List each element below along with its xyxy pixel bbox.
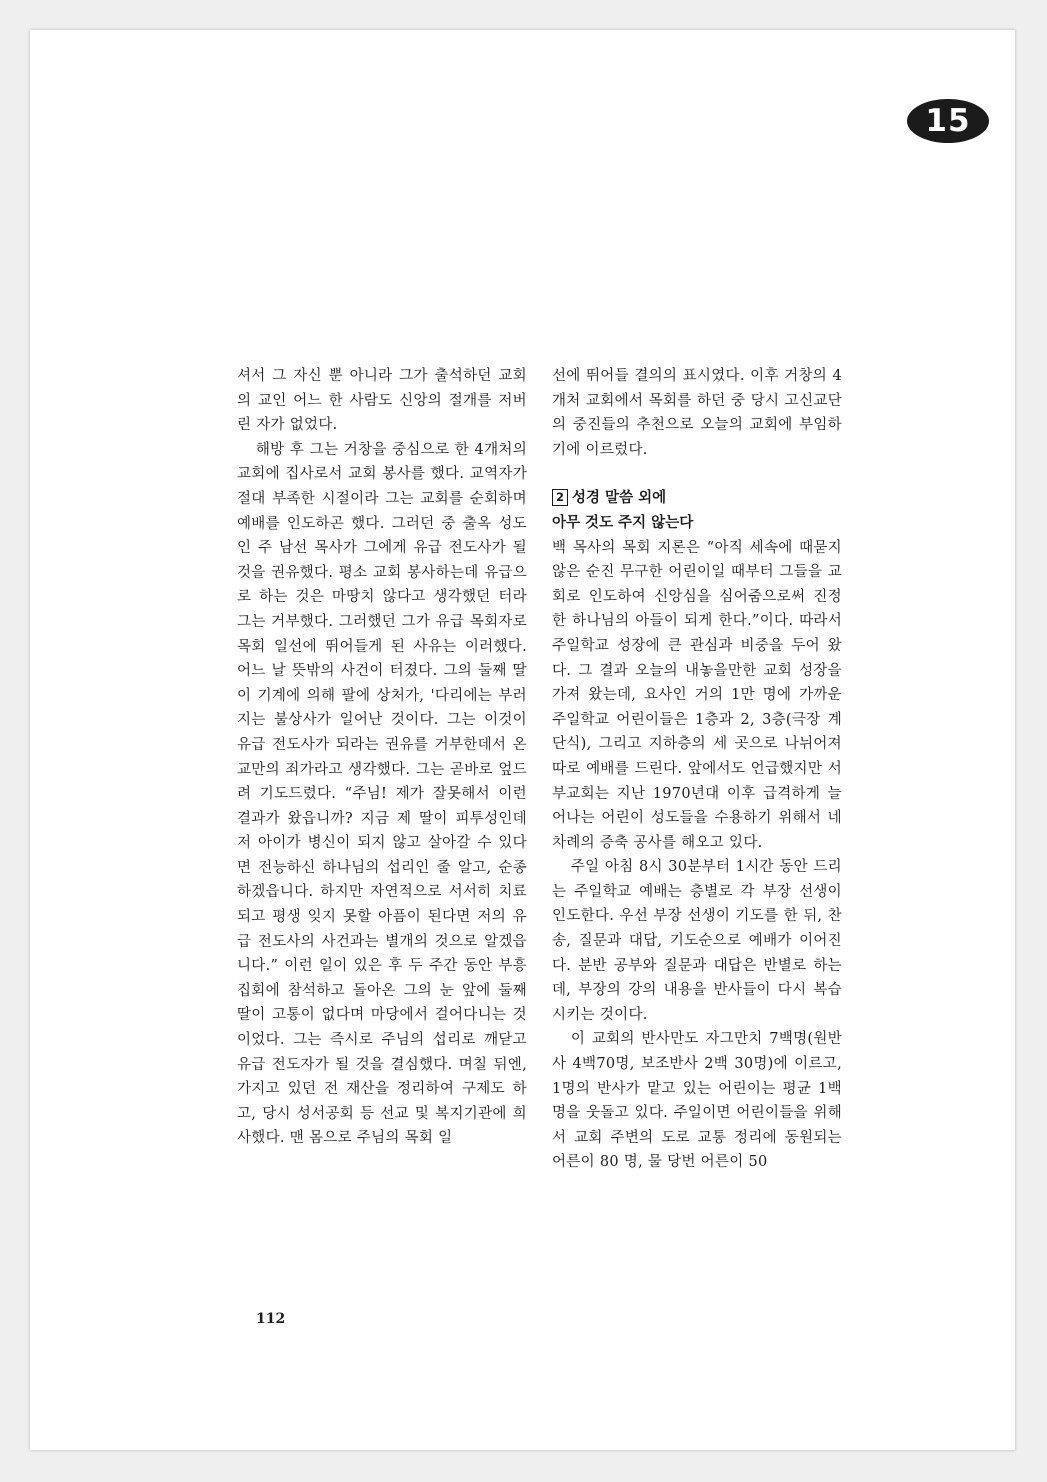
section-heading [552, 486, 842, 511]
body-paragraph: 주일 아침 8시 30분부터 1시간 동안 드리는 주일학교 예배는 층별로 각 부장 선생이 인도한다. 우선 부장 선생이 기도를 한 뒤, 찬송, 질문과 대답, 기도순으로 예배가 이어진다. 분반 공부와 질문과 대답은 반별로 하는데, 부장의 강의 내용을 반사들이 다시 복습시키는 것이다. [552, 859, 842, 1023]
body-paragraph: 해방 후 그는 거창을 중심으로 한 4개처의 교회에 집사로서 교회 봉사를 했다. 교역자가 절대 부족한 시절이라 그는 교회를 순회하며 예배를 인도하곤 했다. 그러던 중 출옥 성도인 주 남선 목사가 그에게 유급 전도사가 될 것을 권유했다. 평소 교회 봉사하는데 유급으로 하는 것은 마땅치 않다고 생각했던 터라 그는 거부했다. 그러했던 그가 유급 목회자로 목회 일선에 뛰어들게 된 사유는 이러했다. 어느 날 뜻밖의 사건이 터졌다. 그의 둘째 딸이 기계에 의해 팔에 상처가, '다리에는 부러지는 불상사가 일어난 것이다. 그는 이것이 유급 전도사가 되라는 권유를 거부한데서 온 교만의 죄가라고 생각했다. 그는 곧바로 엎드려 기도드렸다. “주님! 제가 잘못해서 이런 결과가 왔읍니까? 지금 제 딸이 피투성인데 저 아이가 병신이 되지 않고 살아갈 수 있다면 전능하신 하나님의 섭리인 줄 알고, 순종하겠읍니다. 하지만 자연적으로 서서히 치료되고 평생 잊지 못할 아픔이 된다면 저의 유급 전도사의 사건과는 별개의 것으로 알겠읍니다.” 이런 일이 있은 후 두 주간 동안 부흥 집회에 참석하고 돌아온 그의 눈 앞에 둘째 딸이 고통이 없다며 마당에서 걸어다니는 것이었다. 그는 즉시로 주님의 섭리로 깨닫고 유급 전도자가 될 것을 결심했다. 며칠 뒤엔, 가지고 있던 전 재산을 정리하여 구제도 하고, 당시 성서공회 등 선교 및 복지기관에 희사했다. 맨 몸으로 주님의 목회 일 [237, 441, 527, 1147]
section-title-line-1: 성경 말씀 외에 [572, 490, 667, 507]
body-paragraph: 이 교회의 반사만도 자그만치 7백명(원반사 4백70명, 보조반사 2백 30명)에 이르고, 1명의 반사가 맡고 있는 어린이는 평균 1백 명을 웃돌고 있다. 주일이면 어린이들을 위해서 교회 주변의 도로 교통 정리에 동원되는 어른이 80 명, 물 당번 어른이 50 [552, 1031, 842, 1171]
right-column [552, 364, 842, 1175]
section-number-box: 2 [552, 489, 568, 506]
left-column [237, 364, 527, 1151]
body-paragraph: 백 목사의 목회 지론은 “아직 세속에 때묻지 않은 순진 무구한 어린이일 때부터 그들을 교회로 인도하여 신앙심을 심어줌으로써 진정한 하나님의 아들이 되게 한다.”이다. 따라서 주일학교 성장에 큰 관심과 비중을 두어 왔다. 그 결과 오늘의 내놓을만한 교회 성장을 가져 왔는데, 요사인 거의 1만 명에 가까운 주일학교 어린이들은 1층과 2, 3층(극장 계단식), 그리고 지하층의 세 곳으로 나뉘어져 따로 예배를 드린다. 앞에서도 언급했지만 서부교회는 지난 1970년대 이후 급격하게 늘어나는 어린이 성도들을 수용하기 위해서 네 차례의 증축 공사를 해오고 있다. [552, 539, 842, 851]
body-paragraph: 선에 뛰어들 결의의 표시였다. 이후 거창의 4개처 교회에서 목회를 하던 중 당시 고신교단의 중진들의 추천으로 오늘의 교회에 부임하기에 이르렀다. [552, 368, 842, 458]
page-number: 112 [256, 1311, 286, 1327]
chapter-number: 15 [925, 103, 971, 139]
chapter-number-badge [907, 99, 989, 143]
section-heading-line-2 [552, 511, 842, 536]
body-paragraph: 셔서 그 자신 뿐 아니라 그가 출석하던 교회의 교인 어느 한 사람도 신앙의 절개를 저버린 자가 없었다. [237, 368, 527, 434]
section-title-line-2: 아무 것도 주지 않는다 [552, 514, 694, 531]
page [30, 30, 1015, 1450]
